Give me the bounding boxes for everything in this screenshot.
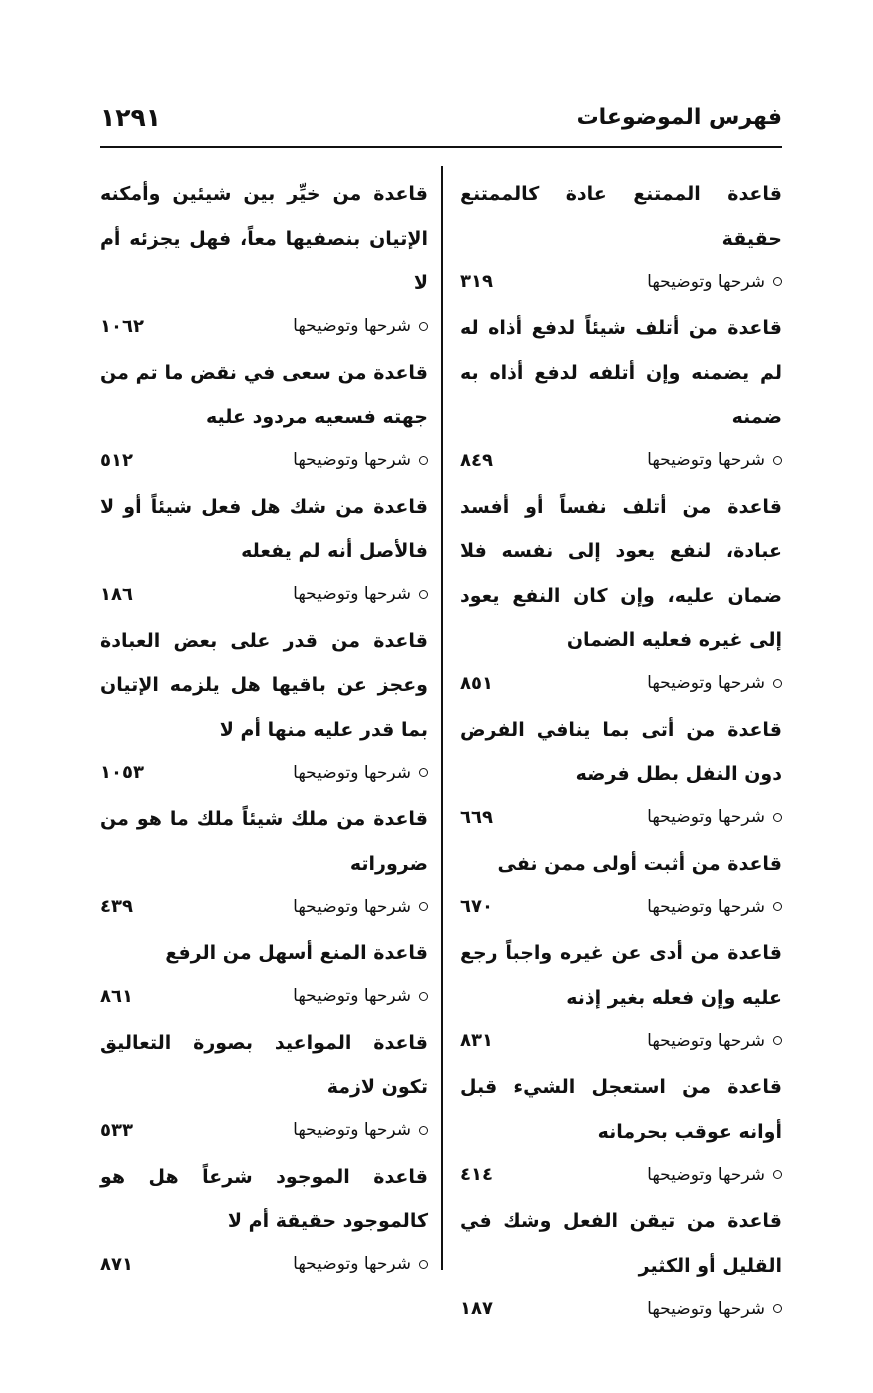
- index-entry: [100, 931, 428, 1017]
- entry-title: قاعدة من ملك شيئاً ملك ما هو من ضروراته: [100, 808, 428, 875]
- index-entry: [100, 485, 428, 615]
- header-rule: [100, 146, 782, 148]
- entry-title: قاعدة الموجود شرعاً هل هو كالموجود حقيقة أم لا: [100, 1165, 428, 1232]
- page-number: ١٢٩١: [100, 102, 162, 132]
- page-header: [100, 92, 782, 142]
- entry-page-number: ٨٣١: [460, 1030, 493, 1051]
- entry-explain-row: [100, 1244, 428, 1285]
- entry-title: قاعدة الممتنع عادة كالممتنع حقيقة: [460, 183, 782, 250]
- entry-explain-label: شرحها وتوضيحها: [293, 450, 411, 470]
- entry-page-number: ٨٥١: [460, 672, 493, 694]
- entry-explain-row: [100, 752, 428, 793]
- index-entry: [460, 931, 782, 1061]
- entry-title: قاعدة من استعجل الشيء قبل أوانه عوقب بحرمانه: [460, 1076, 782, 1143]
- entry-title: قاعدة المواعيد بصورة التعاليق تكون لازمة: [100, 1031, 428, 1098]
- index-entry: [460, 172, 782, 302]
- entry-page-number: ٨٤٩: [460, 449, 493, 471]
- circle-bullet-icon: [419, 322, 428, 331]
- entry-explain-label: شرحها وتوضيحها: [293, 1254, 411, 1274]
- entry-explain-row: [460, 261, 782, 302]
- entry-explain-row: [100, 886, 428, 927]
- entry-page-number: ١٠٦٢: [100, 315, 144, 337]
- circle-bullet-icon: [773, 456, 782, 465]
- entry-title: قاعدة من سعى في نقض ما تم من جهته فسعيه مردود عليه: [100, 361, 428, 428]
- entry-title: قاعدة من شك هل فعل شيئاً أو لا فالأصل أنه لم يفعله: [100, 495, 428, 562]
- entry-page-number: ٦٧٠: [460, 896, 493, 917]
- entry-explain-row: [460, 440, 782, 481]
- entry-title: قاعدة من أتلف نفساً أو أفسد عبادة، لنفع يعود إلى نفسه فلا ضمان عليه، وإن كان النفع يعود إلى غيره فعليه الضمان: [460, 495, 782, 651]
- index-entry: [460, 1065, 782, 1195]
- entry-title: قاعدة من أتلف شيئاً لدفع أذاه له لم يضمنه وإن أتلفه لدفع أذاه به ضمنه: [460, 317, 782, 428]
- circle-bullet-icon: [419, 456, 428, 465]
- entry-page-number: ١٨٧: [460, 1298, 493, 1319]
- entry-page-number: ٥٣٣: [100, 1119, 133, 1141]
- entry-explain-label: شرحها وتوضيحها: [647, 1030, 765, 1051]
- circle-bullet-icon: [419, 992, 428, 1001]
- entry-explain-row: [100, 976, 428, 1017]
- index-column-right: [460, 172, 782, 1333]
- entry-explain-label: شرحها وتوضيحها: [647, 271, 765, 292]
- entry-page-number: ١٨٦: [100, 583, 133, 605]
- entry-explain-label: شرحها وتوضيحها: [647, 896, 765, 917]
- circle-bullet-icon: [773, 902, 782, 911]
- index-column-left: [100, 172, 428, 1289]
- circle-bullet-icon: [773, 277, 782, 286]
- circle-bullet-icon: [773, 679, 782, 688]
- entry-explain-row: [100, 1110, 428, 1151]
- entry-title: قاعدة المنع أسهل من الرفع: [165, 942, 428, 964]
- entry-explain-label: شرحها وتوضيحها: [293, 1120, 411, 1140]
- index-entry: [100, 797, 428, 927]
- entry-title: قاعدة من تيقن الفعل وشك في القليل أو الكثير: [460, 1210, 782, 1277]
- entry-explain-row: [460, 663, 782, 704]
- circle-bullet-icon: [419, 1260, 428, 1269]
- entry-page-number: ٤٣٩: [100, 896, 133, 917]
- entry-title: قاعدة من خيِّر بين شيئين وأمكنه الإتيان بنصفيها معاً، فهل يجزئه أم لا: [100, 183, 428, 294]
- circle-bullet-icon: [419, 1126, 428, 1135]
- entry-explain-row: [100, 440, 428, 481]
- circle-bullet-icon: [773, 1036, 782, 1045]
- entry-page-number: ٨٧١: [100, 1253, 133, 1275]
- entry-page-number: ٤١٤: [460, 1164, 493, 1185]
- circle-bullet-icon: [773, 1304, 782, 1313]
- column-divider: [441, 166, 443, 1270]
- circle-bullet-icon: [419, 768, 428, 777]
- entry-explain-label: شرحها وتوضيحها: [647, 1164, 765, 1185]
- index-entry: [460, 1199, 782, 1329]
- entry-explain-label: شرحها وتوضيحها: [293, 986, 411, 1006]
- entry-explain-row: [460, 797, 782, 838]
- circle-bullet-icon: [773, 813, 782, 822]
- entry-explain-row: [100, 574, 428, 615]
- entry-explain-row: [100, 306, 428, 347]
- entry-explain-label: شرحها وتوضيحها: [293, 316, 411, 336]
- entry-title: قاعدة من أتى بما ينافي الفرض دون النفل بطل فرضه: [460, 718, 782, 785]
- entry-explain-label: شرحها وتوضيحها: [293, 762, 411, 783]
- entry-title: قاعدة من قدر على بعض العبادة وعجز عن باقيها هل يلزمه الإتيان بما قدر عليه منها أم لا: [100, 629, 428, 741]
- entry-page-number: ٥١٢: [100, 449, 133, 471]
- entry-explain-row: [460, 886, 782, 927]
- index-entry: [100, 1155, 428, 1285]
- index-entry: [460, 485, 782, 704]
- entry-title: قاعدة من أدى عن غيره واجباً رجع عليه وإن فعله بغير إذنه: [460, 942, 782, 1009]
- circle-bullet-icon: [419, 590, 428, 599]
- index-entry: [460, 306, 782, 481]
- entry-page-number: ٣١٩: [460, 271, 493, 292]
- entry-explain-label: شرحها وتوضيحها: [647, 1298, 765, 1319]
- index-entry: [100, 1021, 428, 1151]
- entry-explain-label: شرحها وتوضيحها: [647, 807, 765, 827]
- running-title: فهرس الموضوعات: [576, 104, 782, 130]
- index-entry: [460, 842, 782, 928]
- circle-bullet-icon: [419, 902, 428, 911]
- index-entry: [100, 351, 428, 481]
- entry-explain-row: [460, 1020, 782, 1061]
- circle-bullet-icon: [773, 1170, 782, 1179]
- entry-title: قاعدة من أثبت أولى ممن نفى: [497, 852, 782, 875]
- entry-page-number: ٨٦١: [100, 985, 133, 1007]
- entry-explain-label: شرحها وتوضيحها: [647, 673, 765, 693]
- entry-page-number: ٦٦٩: [460, 806, 493, 828]
- entry-explain-label: شرحها وتوضيحها: [293, 896, 411, 917]
- entry-explain-row: [460, 1288, 782, 1329]
- index-entry: [100, 172, 428, 347]
- index-entry: [460, 708, 782, 838]
- index-entry: [100, 619, 428, 794]
- entry-explain-label: شرحها وتوضيحها: [647, 450, 765, 470]
- entry-page-number: ١٠٥٣: [100, 762, 144, 783]
- entry-explain-row: [460, 1154, 782, 1195]
- entry-explain-label: شرحها وتوضيحها: [293, 584, 411, 604]
